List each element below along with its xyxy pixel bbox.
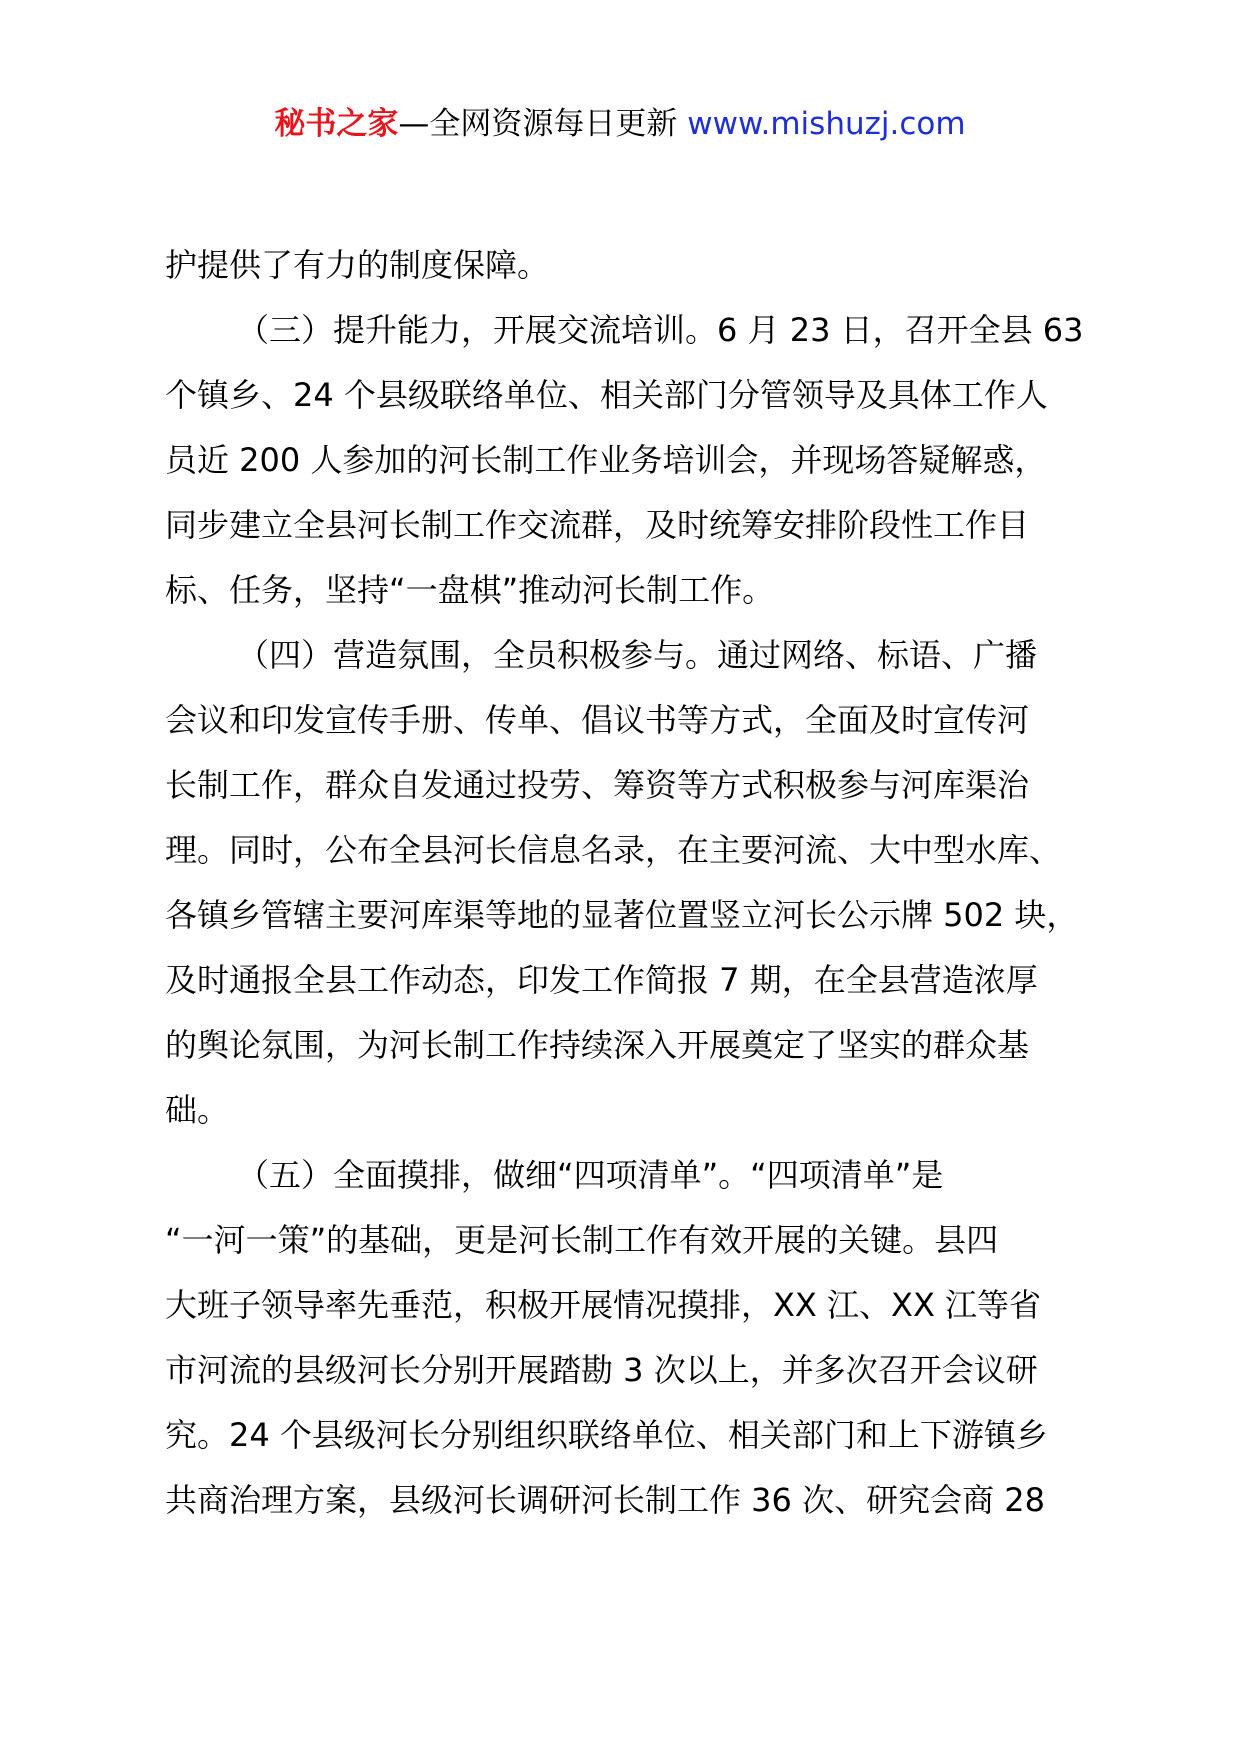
text-line: 长制工作，群众自发通过投劳、筹资等方式积极参与河库渠治 bbox=[165, 766, 1030, 804]
site-tagline: —全网资源每日更新 bbox=[398, 106, 678, 142]
text-line: 个镇乡、24 个县级联络单位、相关部门分管领导及具体工作人 bbox=[165, 376, 1048, 414]
text-line: 会议和印发宣传手册、传单、倡议书等方式，全面及时宣传河 bbox=[165, 701, 1030, 739]
text-line: 及时通报全县工作动态，印发工作简报 7 期，在全县营造浓厚 bbox=[165, 961, 1038, 999]
text-line: 同步建立全县河长制工作交流群，及时统筹安排阶段性工作目 bbox=[165, 506, 1030, 544]
text-line: 理。同时，公布全县河长信息名录，在主要河流、大中型水库、 bbox=[165, 831, 1062, 869]
text-line: （三）提升能力，开展交流培训。6 月 23 日，召开全县 63 bbox=[237, 311, 1084, 349]
text-line: 共商治理方案，县级河长调研河长制工作 36 次、研究会商 28 bbox=[165, 1481, 1045, 1519]
text-line: 础。 bbox=[165, 1091, 230, 1129]
document-body bbox=[165, 233, 1105, 1533]
text-line: 的舆论氛围，为河长制工作持续深入开展奠定了坚实的群众基 bbox=[165, 1026, 1030, 1064]
site-brand: 秘书之家 bbox=[274, 106, 399, 142]
text-line: 护提供了有力的制度保障。 bbox=[165, 246, 550, 284]
text-line: “一河一策”的基础，更是河长制工作有效开展的关键。县四 bbox=[165, 1221, 999, 1259]
text-line: 标、任务，坚持“一盘棋”推动河长制工作。 bbox=[165, 571, 775, 609]
text-line: 员近 200 人参加的河长制工作业务培训会，并现场答疑解惑， bbox=[165, 441, 1047, 479]
text-line: （四）营造氛围，全员积极参与。通过网络、标语、广播 bbox=[237, 636, 1038, 674]
site-header bbox=[0, 100, 1240, 148]
text-line: 市河流的县级河长分别开展踏勘 3 次以上，并多次召开会议研 bbox=[165, 1351, 1038, 1389]
text-line: 大班子领导率先垂范，积极开展情况摸排，XX 江、XX 江等省 bbox=[165, 1286, 1042, 1324]
text-line: （五）全面摸排，做细“四项清单”。“四项清单”是 bbox=[237, 1156, 944, 1194]
text-line: 究。24 个县级河长分别组织联络单位、相关部门和上下游镇乡 bbox=[165, 1416, 1048, 1454]
site-url-link[interactable]: www.mishuzj.com bbox=[687, 106, 966, 142]
text-line: 各镇乡管辖主要河库渠等地的显著位置竖立河长公示牌 502 块， bbox=[165, 896, 1079, 934]
